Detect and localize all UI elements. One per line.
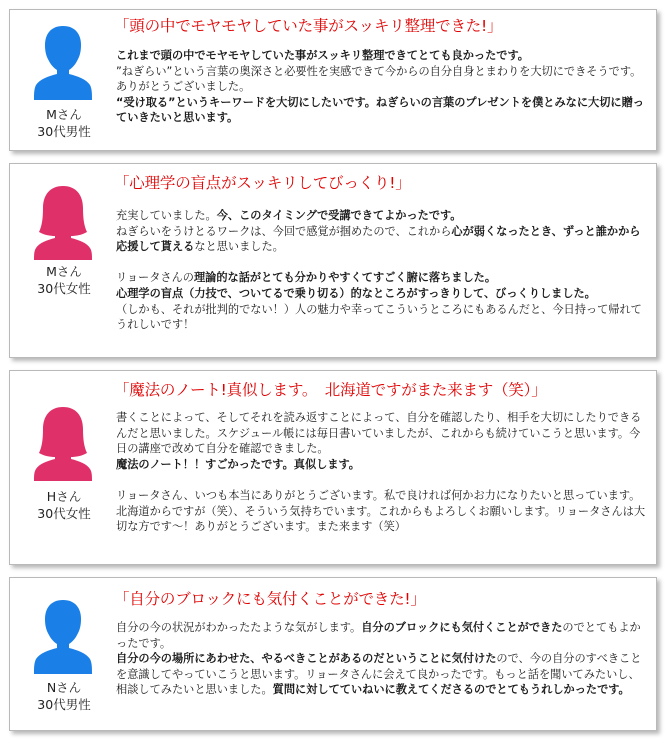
text-segment: 魔法のノート！！すごかったです。真似します。 [116, 457, 360, 471]
female-person-icon [28, 184, 98, 260]
text-segment: これまで頭の中でモヤモヤしていた事がスッキリ整理できてとても良かったです。 [116, 49, 529, 62]
text-segment: のでとてもよかったです。 [116, 621, 641, 650]
text-segment: 自分のブロックにも気付くことができた [361, 621, 563, 634]
male-person-icon [28, 24, 98, 100]
customer-profile: 30代女性 [37, 281, 91, 296]
text-segment: リョータさん、いつも本当にありがとうございます。私で良ければ何かお力になりたいと思っています。北海道からですが（笑）、そういう気持ちでいます。これからもよろしくお願いします。リョータさんは大切な方です〜！ありがとうございます。また来ます（笑） [116, 488, 646, 534]
testimonial-card [9, 163, 657, 358]
customer-profile: 30代女性 [37, 506, 91, 521]
testimonial-body [116, 620, 646, 698]
male-person-icon [28, 598, 98, 674]
text-segment: なと思いました。 [194, 240, 284, 254]
testimonial-body [116, 410, 646, 535]
testimonial-card [9, 370, 657, 565]
text-segment: 自分の今の状況がわかったたような気がします。 [116, 621, 362, 634]
text-segment: （しかも、それが批判的でない！）人の魅力や幸ってこういうところにもあるんだと、今日持って帰れてうれしいです！ [116, 302, 642, 332]
text-segment: “受け取る”というキーワードを大切にしたいです。ねぎらいの言葉のプレゼントを僕とみなに大切に贈っていきたいと思います。 [116, 95, 644, 125]
testimonial-title: 「頭の中でモヤモヤしていた事がスッキリ整理できた!」 [114, 17, 503, 35]
testimonial-card [9, 577, 657, 731]
customer-name: Hさん [46, 489, 82, 504]
text-segment: ねぎらいをうけとるワークは、今回で感覚が掴めたので、これから [116, 224, 452, 238]
text-segment: 心が弱くなったとき、ずっと誰かから応援して貰える [116, 224, 641, 254]
testimonial-paragraph [116, 620, 646, 698]
text-segment: ”ねぎらい”という言葉の奥深さと必要性を実感できて今からの自分自身とまわりを大切にできそうです。ありがとうございました。 [116, 64, 642, 94]
text-segment: リョータさんの [116, 271, 194, 285]
customer-name: Mさん [46, 264, 82, 279]
testimonial-paragraph [116, 48, 646, 126]
text-segment: 質問に対してていねいに教えてくださるのでとてもうれしかったです。 [272, 683, 630, 697]
testimonial-paragraph [116, 488, 646, 535]
testimonial-title: 「心理学の盲点がスッキリしてびっくり!」 [114, 174, 411, 192]
text-segment: 理論的な話がとても分かりやすくてすごく腑に落ちました。 [193, 271, 497, 285]
testimonial-paragraph [116, 270, 646, 332]
text-segment: 今、このタイミングで受講できてよかったです。 [216, 209, 462, 222]
testimonial-card [9, 9, 657, 151]
customer-name: Mさん [46, 107, 82, 122]
customer-profile: 30代男性 [37, 124, 91, 139]
customer-profile: 30代男性 [37, 697, 91, 712]
testimonial-paragraph [116, 208, 646, 255]
testimonial-paragraph [116, 410, 646, 472]
text-segment: 心理学の盲点（力技で、ついてるで乗り切る）的なところがすっきりして、びっくりしました。 [116, 286, 596, 300]
text-segment: 書くことによって、そしてそれを読み返すことによって、自分を確認したり、相手を大切にしたりできるんだと思いました。スケジュール帳には毎日書いていましたが、これからも続けていこうと思います。今日の講座で改めて自分を確認できました。 [116, 411, 642, 456]
testimonial-title: 「自分のブロックにも気付くことができた!」 [114, 590, 426, 608]
female-person-icon [28, 405, 98, 481]
text-segment: 自分の今の場所にあわせた、やるべきことがあるのだということに気付けた [116, 652, 497, 666]
testimonial-title: 「魔法のノート!真似します。 北海道ですがまた来ます（笑）」 [114, 381, 547, 399]
text-segment: ので、今の自分のすべきことを意識してやっていこうと思います。リョータさんに会えて良かったです。もっと話を聞いてみたいし、相談してみたいと思いました。 [116, 652, 642, 697]
text-segment: 充実していました。 [116, 209, 217, 222]
testimonial-body [116, 208, 646, 333]
testimonial-body [116, 48, 646, 126]
customer-name: Nさん [46, 680, 82, 695]
